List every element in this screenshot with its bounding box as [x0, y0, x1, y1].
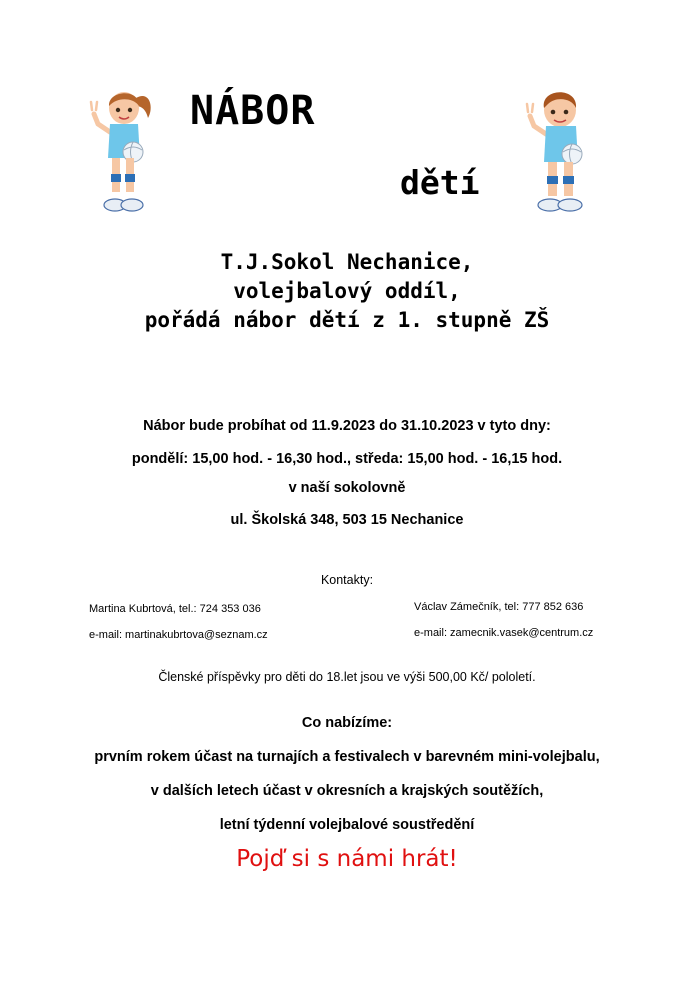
contact-left-email[interactable]: e-mail: martinakubrtova@seznam.cz	[89, 629, 268, 641]
schedule-address: ul. Školská 348, 503 15 Nechanice	[230, 512, 464, 528]
contact-right-name-phone: Václav Zámečník, tel: 777 852 636	[414, 601, 584, 613]
contact-left-name-phone: Martina Kubrtová, tel.: 724 353 036	[89, 603, 261, 615]
schedule-days: pondělí: 15,00 hod. - 16,30 hod., středa: 15,00 hod. - 16,15 hod.	[131, 451, 563, 467]
membership-fee: Členské příspěvky pro děti do 18.let jsou ve výši 500,00 Kč/ pololetí.	[158, 670, 536, 684]
organizer-line-1: T.J.Sokol Nechanice,	[220, 250, 474, 274]
offer-block	[0, 706, 694, 842]
slogan: Pojď si s námi hrát!	[236, 846, 458, 872]
heading-nabor: NÁBOR	[190, 88, 316, 134]
girl-volleyball-player-illustration	[88, 84, 158, 216]
schedule-period: Nábor bude probíhat od 11.9.2023 do 31.10.2023 v tyto dny:	[143, 418, 551, 434]
boy-volleyball-player-illustration	[520, 86, 596, 214]
offer-item-1: prvním rokem účast na turnajích a festivalech v barevném mini-volejbalu,	[94, 749, 600, 765]
contacts-title: Kontakty:	[320, 573, 374, 587]
schedule-place: v naší sokolovně	[288, 480, 406, 496]
organizer-line-3: pořádá nábor dětí z 1. stupně ZŠ	[144, 308, 550, 332]
organizer-line-2: volejbalový oddíl,	[233, 279, 461, 303]
heading-deti: dětí	[400, 163, 480, 202]
offer-title: Co nabízíme:	[301, 715, 393, 731]
offer-item-3: letní týdenní volejbalové soustředění	[219, 817, 475, 833]
offer-item-2: v dalších letech účast v okresních a krajských soutěžích,	[150, 783, 544, 799]
organizer-block	[0, 248, 694, 335]
contact-right-email[interactable]: e-mail: zamecnik.vasek@centrum.cz	[414, 627, 594, 639]
